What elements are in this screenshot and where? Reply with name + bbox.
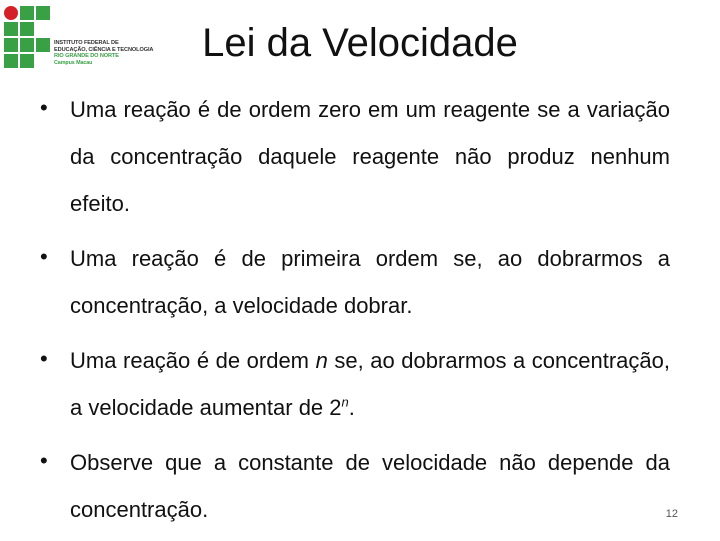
bullet-text: Observe que a constante de velocidade não depende da concentração. — [70, 450, 670, 522]
bullet-text: Uma reação é de primeira ordem se, ao dobrarmos a concentração, a velocidade dobrar. — [70, 246, 670, 318]
bullet-item — [38, 337, 670, 431]
exponent-superscript: n — [341, 394, 349, 410]
logo-line-4: Campus Macau — [54, 59, 93, 66]
order-n-italic: n — [315, 348, 328, 373]
bullet-dot-icon: • — [40, 346, 48, 371]
bullet-text-middle: se, ao dobrarmos a concentração, a velocidade aumentar de 2 — [70, 348, 671, 420]
logo-line-3: RIO GRANDE DO NORTE — [54, 53, 119, 60]
slide-title: Lei da Velocidade — [202, 21, 518, 65]
institute-logo — [4, 6, 180, 76]
bullet-list — [38, 86, 670, 541]
bullet-text-before: Uma reação é de ordem — [70, 348, 316, 373]
bullet-item — [38, 235, 670, 329]
logo-text — [54, 40, 180, 66]
logo-line-1: INSTITUTO FEDERAL DE — [54, 40, 119, 46]
bullet-item — [38, 439, 670, 533]
bullet-text-after: . — [348, 395, 355, 420]
bullet-text: Uma reação é de ordem zero em um reagente se a variação da concentração daquele reagente não produz nenhum efeito. — [70, 97, 670, 216]
bullet-dot-icon: • — [40, 95, 48, 120]
logo-squares-icon — [4, 6, 52, 72]
bullet-item — [38, 86, 670, 227]
bullet-text — [70, 337, 670, 431]
logo-line-2: EDUCAÇÃO, CIÊNCIA E TECNOLOGIA — [54, 46, 154, 53]
bullet-dot-icon: • — [40, 244, 48, 269]
page-number: 12 — [665, 508, 678, 520]
bullet-dot-icon: • — [40, 448, 48, 473]
